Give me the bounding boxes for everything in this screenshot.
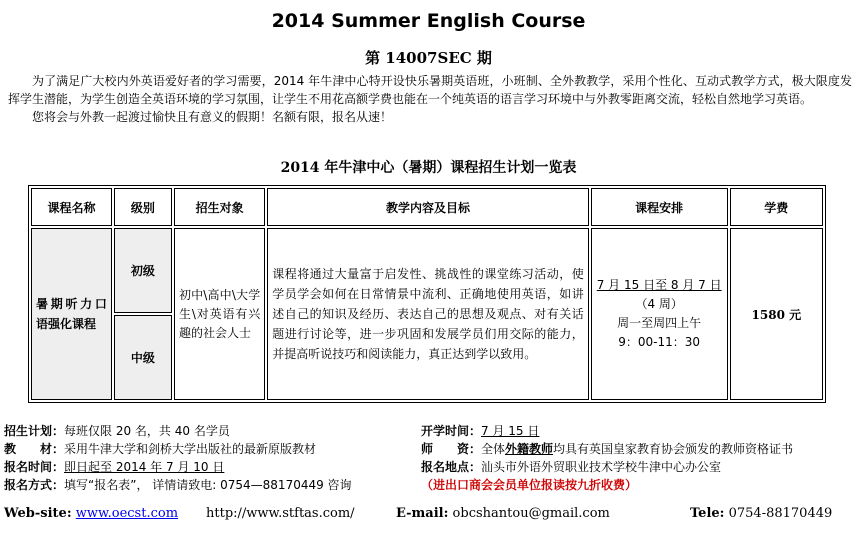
intro-paragraph-1: 为了满足广大校内外英语爱好者的学习需要，2014 年牛津中心特开设快乐暑期英语班，小班制、全外教教学，采用个性化、互动式教学方式，极大限度发挥学生潜能，为学生创造全英语环境的学习氛围，让学生不用花高额学费也能在一个纯英语的语言学习环境中与外教零距离交流，轻松自然地学习英语。 [8, 74, 852, 106]
schedule-days: 周一至周四上午 [617, 316, 702, 330]
plan-label: 招生计划： [4, 424, 65, 438]
place-line [421, 458, 793, 476]
teacher-label: 师 资： [421, 442, 482, 456]
header-fee: 学费 [730, 188, 823, 226]
table-header-row [31, 188, 823, 226]
signup-time-label: 报名时间： [4, 460, 65, 474]
signup-time-line [4, 458, 352, 476]
session-number: 第 14007SEC 期 [365, 49, 492, 67]
start-value: 7 月 15 日 [481, 424, 540, 438]
tele-block [690, 506, 832, 521]
schedule-time: 9：00-11：30 [618, 335, 701, 349]
info-left [4, 422, 352, 494]
discount-note: （进出口商会会员单位报读按九折收费） [421, 478, 638, 492]
email-block [396, 506, 610, 521]
plan-line [4, 422, 352, 440]
website-block [4, 506, 178, 521]
email-value: obcshantou@gmail.com [452, 506, 610, 521]
target-cell: 初中\高中\大学生\对英语有兴趣的社会人士 [174, 228, 265, 400]
schedule-cell [591, 228, 728, 400]
fee-cell: 1580 元 [730, 228, 823, 400]
teacher-emphasis: 外籍教师 [505, 442, 554, 456]
teacher-pre: 全体 [481, 442, 506, 456]
schedule-weeks: （4 周） [635, 297, 683, 311]
website-label: Web-site: [4, 506, 72, 521]
schedule-dates: 7 月 15 日至 8 月 7 日 [596, 278, 722, 292]
material-line [4, 440, 352, 458]
material-label: 教 材： [4, 442, 65, 456]
intro-text [8, 72, 852, 126]
signup-method-value: 填写“报名表”， 详情请致电: 0754—88170449 咨询 [64, 478, 352, 492]
start-label: 开学时间： [421, 424, 482, 438]
course-name-cell: 暑期听力口语强化课程 [31, 228, 112, 400]
intro-paragraph-2: 您将会与外教一起渡过愉快且有意义的假期！名额有限，报名从速！ [32, 110, 393, 124]
level-intermediate: 中级 [114, 315, 172, 400]
course-plan-table [28, 185, 826, 403]
teacher-line [421, 440, 793, 458]
start-line [421, 422, 793, 440]
header-schedule: 课程安排 [591, 188, 728, 226]
table-title: 2014 年牛津中心（暑期）课程招生计划一览表 [280, 160, 577, 176]
header-course-name: 课程名称 [31, 188, 112, 226]
content-cell: 课程将通过大量富于启发性、挑战性的课堂练习活动，使学员学会如何在日常情景中流利、正确地使用英语，如讲述自己的知识及经历、表达自己的思想及观点、对有关话题进行讨论等，进一步巩固和发展学员们用交际的能力，并提高听说技巧和阅读能力，真正达到学以致用。 [267, 228, 589, 400]
signup-method-label: 报名方式： [4, 478, 65, 492]
header-content: 教学内容及目标 [267, 188, 589, 226]
header-target: 招生对象 [174, 188, 265, 226]
table-row [31, 228, 823, 313]
plan-value: 每班仅限 20 名，共 40 名学员 [64, 424, 230, 438]
place-label: 报名地点： [421, 460, 482, 474]
email-label: E-mail: [396, 506, 449, 521]
signup-time-value: 即日起至 2014 年 7 月 10 日 [64, 460, 225, 474]
level-beginner: 初级 [114, 228, 172, 313]
tele-label: Tele: [690, 506, 725, 521]
website-secondary: http://www.stftas.com/ [206, 506, 355, 521]
page-title: 2014 Summer English Course [271, 10, 586, 32]
signup-method-line [4, 476, 352, 494]
teacher-post: 均具有英国皇家教育协会颁发的教师资格证书 [553, 442, 794, 456]
header-level: 级别 [114, 188, 172, 226]
website-link[interactable]: www.oecst.com [75, 506, 179, 521]
tele-value: 0754-88170449 [728, 506, 833, 521]
info-right [421, 422, 793, 494]
place-value: 汕头市外语外贸职业技术学校牛津中心办公室 [481, 460, 722, 474]
material-value: 采用牛津大学和剑桥大学出版社的最新原版教材 [64, 442, 317, 456]
